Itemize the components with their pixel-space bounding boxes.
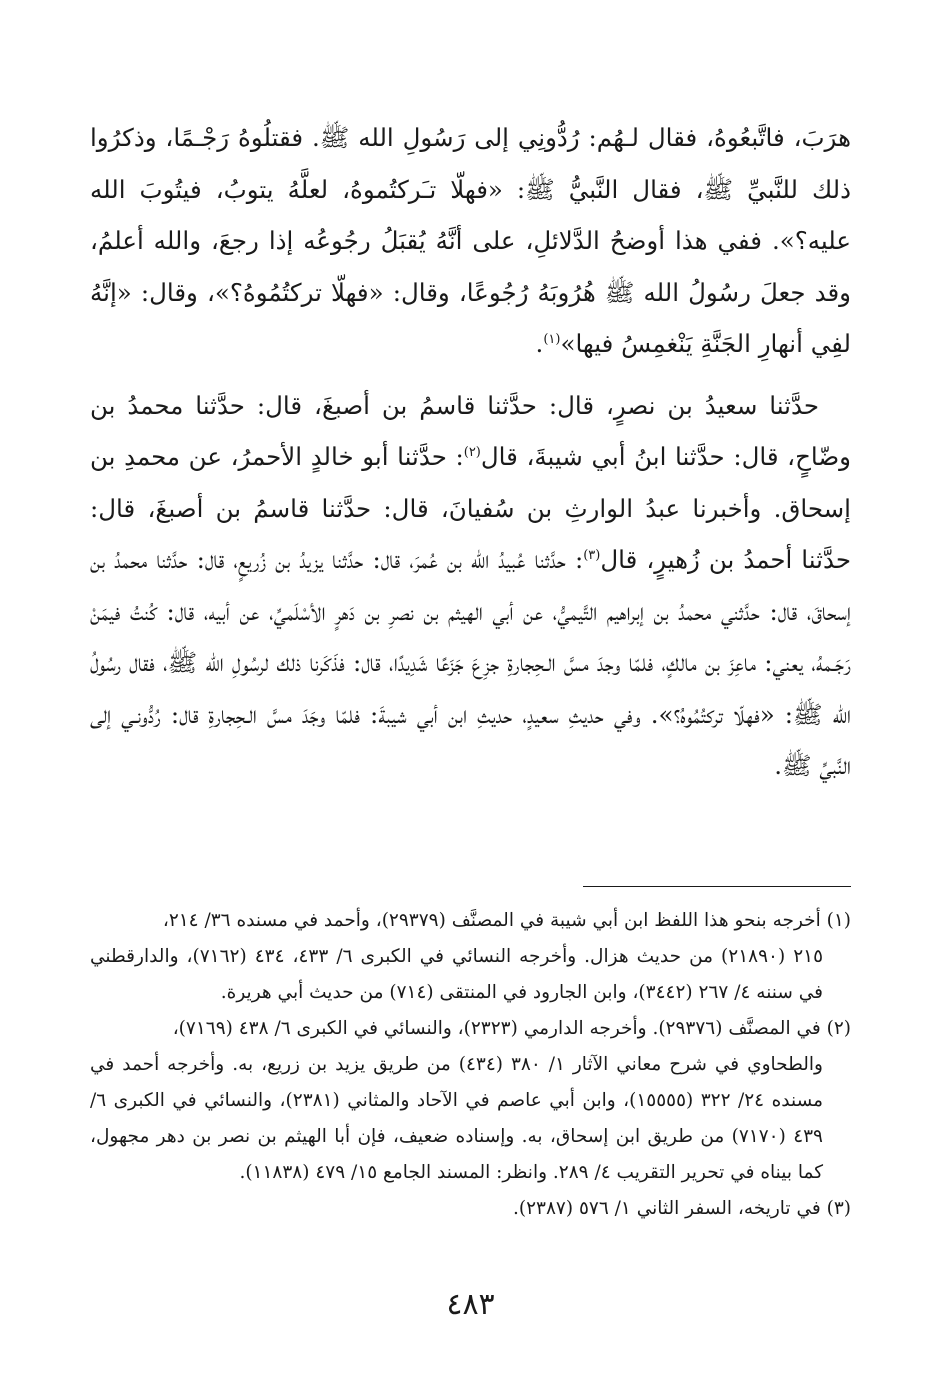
footnote-2-first-line [90,1011,851,1047]
footnote-1-text: أخرجه بنحو هذا اللفظ ابن أبي شيبة في المصنَّف (٢٩٣٧٩)، وأحمد في مسنده ٣٦/ ٢١٤، [162,910,821,931]
footnote-2-text: في المصنَّف (٢٩٣٧٦). وأخرجه الدارمي (٢٣٢٣)، والنسائي في الكبرى ٦/ ٤٣٨ (٧١٦٩)، [172,1018,821,1039]
paragraph-2-text-b: : حدَّثنا أبو خالدٍ الأحمرُ، عن محمدِ بن إسحاق. وأخبرنا عبدُ الوارثِ بن سُفيانَ، قال: حدَّثنا قاسمُ بن أصبغَ، قال: حدَّثنا أحمدُ بن زُهيرٍ، قال [90,442,851,574]
paragraph-1-text: هرَبَ، فاتَّبعُوهُ، فقال لـهُم: رُدُّونِي إلى رَسُولِ الله ﷺ. فقتلُوهُ رَجْـمًا، وذكرُوا ذلك للنَّبيِّ ﷺ، فقال النَّبيُّ ﷺ: «فهلّا تـَركتُموهُ، لعلَّهُ يتوبُ، فيتُوبَ الله عليه؟». ففي هذا أوضحُ الدَّلائلِ، على أنَّهُ يُقبَلُ رجُوعُه إذا رجعَ، والله أعلمُ، وقد جعلَ رسُولُ الله ﷺ هُرُوبَهُ رُجُوعًا، وقال: «فهلّا تركتُمُوهُ؟»، وقال: «إنَّهُ لفِي أنهارِ الجَنَّةِ يَنْغمِسُ فيها» [90,123,851,358]
main-text [90,112,851,792]
paragraph-2-text-c: : حدَّثنا عُبيدُ الله بن عُمرَ، قال: حدَّثنا يزيدُ بن زُريعٍ، قال: حدَّثنا محمدُ بن إسحاقَ، قال: حدَّثني محمدُ بن إبراهيم التَّيميُّ، عن أبي الهيثم بن نصرِ بن دَهرٍ الأسْلَميِّ، عن أبيه، قال: كُنتُ فيمَنْ رَجَـمهُ، يعني: ماعِزَ بن مالكٍ، فلمّا وجدَ مسَّ الـحِجارةِ جزِعَ جَزَعًا شَدِيدًا، قال: فذَكَرنا ذلك لرسُولِ الله ﷺ، فقال رسُولُ الله ﷺ: «فهلّا تركتُمُوهُ؟». وفي حديثِ سعيدٍ، حديثِ ابن أبي شيبةَ: فلمّا وجَدَ مسَّ الـحِجارةِ قال: رُدُّونـي إلى النَّبيِّ ﷺ. [90,545,851,780]
footnote-1-first-line [90,903,851,939]
footnote-1-number: (١) [826,910,851,931]
footnote-3-number: (٣) [826,1198,851,1219]
paragraph-1-end: . [535,329,544,358]
footnote-3-text: في تاريخه، السفر الثاني ١/ ٥٧٦ (٢٣٨٧). [512,1198,821,1219]
footnote-ref-1[interactable]: (١) [543,331,561,347]
paragraph-2 [90,380,851,792]
footnote-2-continuation: والطحاوي في شرح معاني الآثار ١/ ٣٨٠ (٤٣٤) من طريق يزيد بن زريع، به. وأخرجه أحمد في مسنده ٢٤/ ٣٢٢ (١٥٥٥٥)، وابن أبي عاصم في الآحاد والمثاني (٢٣٨١)، والنسائي في الكبرى ٦/ ٤٣٩ (٧١٧٠) من طريق ابن إسحاق، به. وإسناده ضعيف، فإن أبا الهيثم بن نصر بن دهر مجهول، كما بيناه في تحرير التقريب ٤/ ٢٨٩. وانظر: المسند الجامع ١٥/ ٤٧٩ (١١٨٣٨). [90,1054,823,1183]
footnotes [90,903,851,1227]
paragraph-2-text-a: حدَّثنا سعيدُ بن نصرٍ، قال: حدَّثنا قاسمُ بن أصبغَ، قال: حدَّثنا محمدُ بن وضّاحٍ، قال: حدَّثنا ابنُ أبي شيبةَ، قال [90,390,851,471]
paragraph-1 [90,112,851,370]
footnote-2-number: (٢) [826,1018,851,1039]
footnote-ref-2[interactable]: (٢) [463,444,481,460]
footnote-divider [583,886,851,887]
footnote-ref-3[interactable]: (٣) [583,547,601,563]
footnote-3-first-line [90,1191,851,1227]
footnote-1-continuation: ٢١٥ (٢١٨٩٠) من حديث هزال. وأخرجه النسائي في الكبرى ٦/ ٤٣٣، ٤٣٤ (٧١٦٢)، والدارقطني في سننه ٤/ ٢٦٧ (٣٤٤٢)، وابن الجارود في المنتقى (٧١٤) من حديث أبي هريرة. [90,946,824,1003]
page-number: ٤٨٣ [446,1287,495,1322]
